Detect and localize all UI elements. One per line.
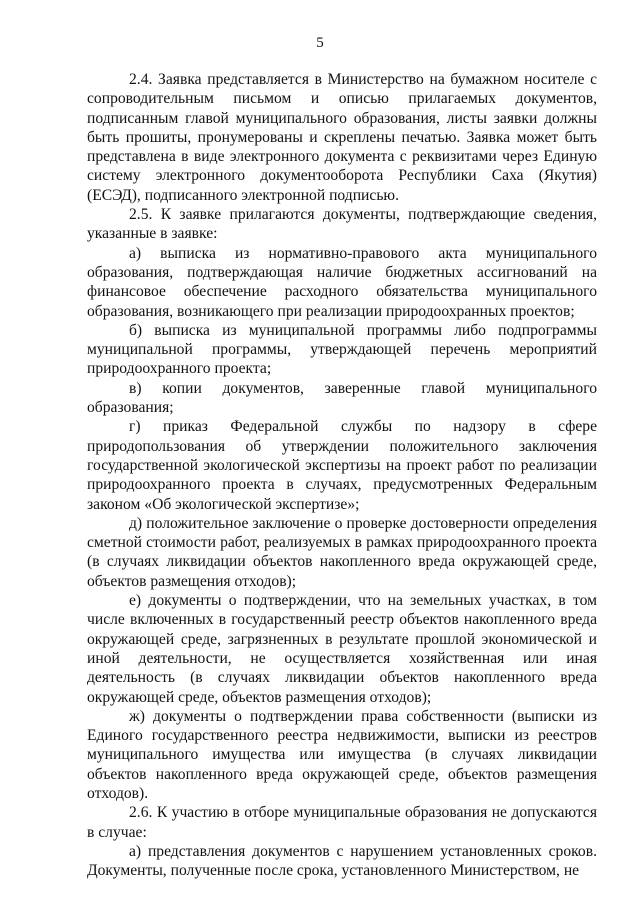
- paragraph-2-5-zh: ж) документы о подтверждении права собственности (выписки из Единого государственного реестра недвижимости, выписки из реестров муниципального имущества или имущества (в случаях ликвидации объектов накопленного вреда окружающей среде, объектов размещения отходов).: [87, 707, 597, 802]
- paragraph-2-4: 2.4. Заявка представляется в Министерство на бумажном носителе с сопроводительным письмом и описью прилагаемых документов, подписанным главой муниципального образования, листы заявки должны быть прошиты, пронумерованы и скреплены печатью. Заявка может быть представлена в виде электронного документа с реквизитами через Единую систему электронного документооборота Республики Саха (Якутия) (ЕСЭД), подписанного электронной подписью.: [87, 71, 597, 204]
- document-body: [87, 70, 597, 880]
- page-number: 5: [316, 35, 324, 51]
- paragraph-2-6-a: а) представления документов с нарушением установленных сроков. Документы, полученные после срока, установленного Министерством, не: [87, 842, 597, 880]
- paragraph-2-5-b: б) выписка из муниципальной программы либо подпрограммы муниципальной программы, утверждающей перечень мероприятий природоохранного проекта;: [87, 321, 597, 378]
- paragraph-2-5-d: д) положительное заключение о проверке достоверности определения сметной стоимости работ, реализуемых в рамках природоохранного проекта (в случаях ликвидации объектов накопленного вреда окружающей среде, объектов размещения отходов);: [87, 514, 597, 590]
- paragraph-2-5: 2.5. К заявке прилагаются документы, подтверждающие сведения, указанные в заявке:: [87, 206, 597, 243]
- paragraph-2-5-a: а) выписка из нормативно-правового акта муниципального образования, подтверждающая наличие бюджетных ассигнований на финансовое обеспечение расходного обязательства муниципального образования, возникающего при реализации природоохранных проектов;: [87, 244, 597, 320]
- paragraph-2-5-g: г) приказ Федеральной службы по надзору в сфере природопользования об утверждении положительного заключения государственной экологической экспертизы на проект работ по реализации природоохранного проекта в случаях, предусмотренных Федеральным законом «Об экологической экспертизе»;: [87, 418, 597, 513]
- paragraph-2-5-v: в) копии документов, заверенные главой муниципального образования;: [87, 379, 597, 417]
- paragraph-2-5-e: е) документы о подтверждении, что на земельных участках, в том числе включенных в государственный реестр объектов накопленного вреда окружающей среде, загрязненных в результате прошлой экономической и иной деятельности, не осуществляется хозяйственная или иная деятельность (в случаях ликвидации объектов накопленного вреда окружающей среде, объектов размещения отходов);: [87, 592, 597, 706]
- paragraph-2-6: 2.6. К участию в отборе муниципальные образования не допускаются в случае:: [87, 804, 597, 841]
